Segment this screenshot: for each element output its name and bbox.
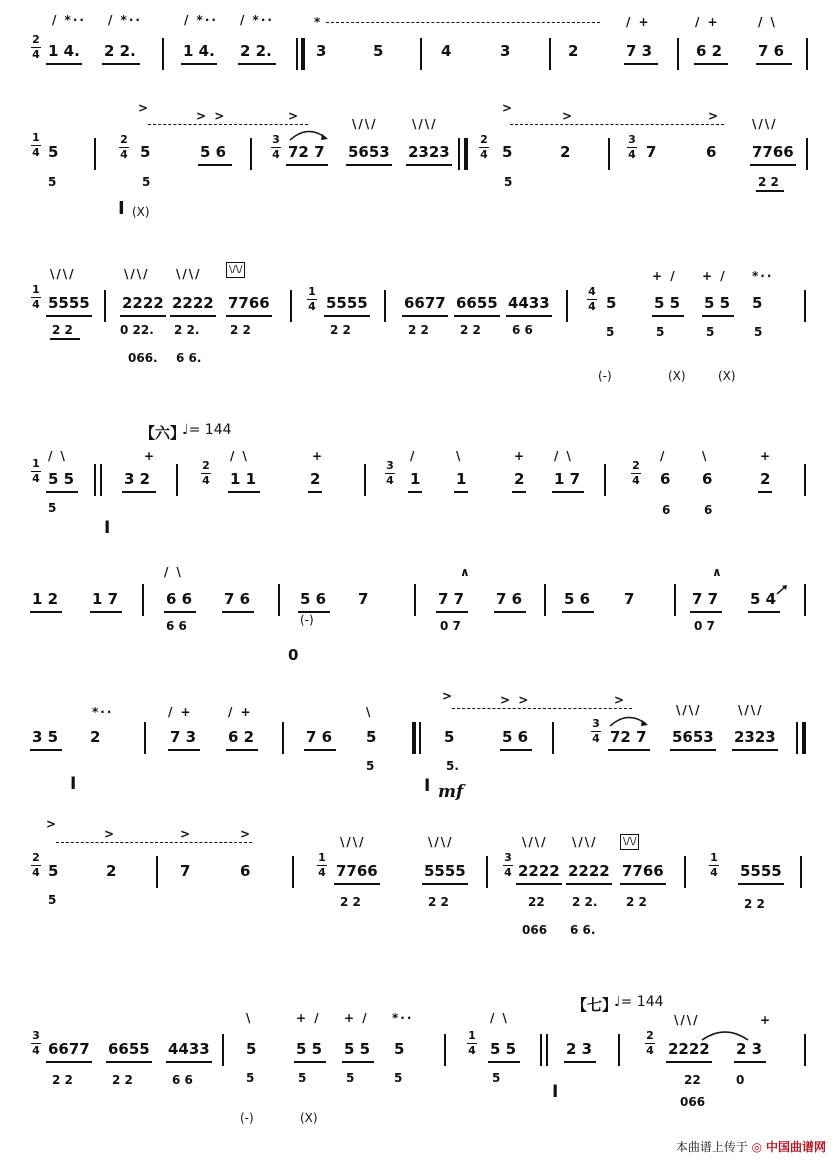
bass-note: 2 2. <box>572 895 598 909</box>
accent-mark: > > <box>196 109 227 123</box>
technique-mark: / \ <box>758 15 777 29</box>
technique-mark: + <box>760 1013 773 1027</box>
note: 1 1 <box>230 470 257 488</box>
time-signature: 1 4 <box>308 285 316 313</box>
note: 7 7 <box>692 590 719 608</box>
bass-note: 5 <box>606 325 615 339</box>
accent-mark: > <box>138 101 151 115</box>
bass-note: 066 <box>680 1095 706 1109</box>
note: 5 5 <box>344 1040 371 1058</box>
note: 5653 <box>348 143 390 161</box>
bass-note: 6 6 <box>166 619 187 633</box>
annotation: (-) <box>598 369 612 383</box>
note: 2 3 <box>566 1040 593 1058</box>
note: 7 <box>358 590 369 608</box>
note: 3 <box>316 42 327 60</box>
bass-note: 2 2 <box>330 323 351 337</box>
ornament-mark: \/\/ <box>340 835 366 849</box>
note: 2 <box>568 42 579 60</box>
note: 4433 <box>168 1040 210 1058</box>
bass-note: 5 <box>394 1071 403 1085</box>
note: 7 7 <box>438 590 465 608</box>
time-signature: 3 4 <box>32 1029 40 1057</box>
bass-note: 2 2 <box>460 323 481 337</box>
time-signature: 4 4 <box>588 285 596 313</box>
time-signature: 1 4 <box>32 457 40 485</box>
note: 5 <box>444 728 455 746</box>
accent-mark: > <box>288 109 301 123</box>
bass-note: 2 2 <box>758 175 779 189</box>
technique-mark: / *·· <box>52 13 86 27</box>
ornament-mark: \/\/ <box>752 117 778 131</box>
time-signature: 3 4 <box>504 851 512 879</box>
accent-mark: > <box>180 827 193 841</box>
note: 7766 <box>336 862 378 880</box>
tempo-marking: ♩= 144 <box>182 422 232 438</box>
note: 5 <box>373 42 384 60</box>
technique-mark: ∧ <box>712 565 724 579</box>
bass-note: 5 <box>504 175 513 189</box>
time-signature: 2 4 <box>202 459 210 487</box>
ornament-mark: \/\/ <box>738 703 764 717</box>
note: 2323 <box>734 728 776 746</box>
note: 4 <box>441 42 452 60</box>
bass-note: 5 <box>656 325 665 339</box>
note: 5 <box>48 143 59 161</box>
note: 6 2 <box>228 728 255 746</box>
accent-mark: > <box>614 693 627 707</box>
note-zero: 0 <box>288 646 299 664</box>
time-signature: 2 4 <box>32 851 40 879</box>
bass-note: 22 <box>684 1073 701 1087</box>
bass-note: 0 <box>736 1073 745 1087</box>
technique-mark: / \ <box>554 449 573 463</box>
technique-mark: / + <box>168 705 193 719</box>
annotation: (-) <box>240 1111 254 1125</box>
bass-note: 2 2 <box>52 323 73 337</box>
accent-mark: > <box>240 827 253 841</box>
accent-mark: > <box>708 109 721 123</box>
ornament-mark: \/\/ <box>428 835 454 849</box>
note: 5 6 <box>300 590 327 608</box>
ornament-mark: \/\/ <box>412 117 438 131</box>
accent-mark: > <box>46 817 59 831</box>
technique-mark: + / <box>296 1011 321 1025</box>
note: 7 6 <box>496 590 523 608</box>
ornament-mark: \/\/ <box>352 117 378 131</box>
dynamic-marking: mf <box>438 782 464 802</box>
note: 5 4 <box>750 590 777 608</box>
bass-note: 0 7 <box>440 619 461 633</box>
note: 2 2. <box>240 42 272 60</box>
bass-note: 6 <box>704 503 713 517</box>
technique-mark: / *·· <box>184 13 218 27</box>
note: 7766 <box>228 294 270 312</box>
time-signature: 2 4 <box>646 1029 654 1057</box>
note: 5555 <box>326 294 368 312</box>
bass-note: 6 6. <box>570 923 596 937</box>
technique-mark: / + <box>228 705 253 719</box>
time-signature: 1 4 <box>32 283 40 311</box>
note: 5 <box>502 143 513 161</box>
technique-mark: + / <box>652 269 677 283</box>
note: 2222 <box>518 862 560 880</box>
accent-mark: > > <box>500 693 531 707</box>
bass-note: 2 2 <box>744 897 765 911</box>
bass-note: 5 <box>366 759 375 773</box>
bass-note: 5 <box>754 325 763 339</box>
note: 2 <box>560 143 571 161</box>
bass-note: 5 <box>346 1071 355 1085</box>
note: 6655 <box>108 1040 150 1058</box>
note: 5 6 <box>564 590 591 608</box>
annotation-roman: I <box>552 1082 559 1102</box>
note: 5 <box>394 1040 405 1058</box>
note: 7 6 <box>758 42 785 60</box>
bass-note: 0 22. <box>120 323 154 337</box>
bass-note: 6 <box>662 503 671 517</box>
boxed-ornament: \/\/ <box>226 262 245 278</box>
technique-mark: + <box>514 449 527 463</box>
time-signature: 3 4 <box>592 717 600 745</box>
bass-note: 2 2 <box>626 895 647 909</box>
site-logo-icon: ◎ <box>751 1140 763 1154</box>
note: 6 <box>706 143 717 161</box>
bass-note: 5 <box>492 1071 501 1085</box>
note: 6677 <box>404 294 446 312</box>
technique-mark: / <box>660 449 667 463</box>
note: 7 6 <box>306 728 333 746</box>
note: 3 2 <box>124 470 151 488</box>
note: 5 <box>366 728 377 746</box>
note: 1 2 <box>32 590 59 608</box>
footer-site-name: 中国曲谱网 <box>765 1140 826 1154</box>
bass-note: 2 2 <box>230 323 251 337</box>
note: 2 <box>106 862 117 880</box>
note: 2 2. <box>104 42 136 60</box>
bass-note: 6 6. <box>176 351 202 365</box>
technique-mark: / + <box>695 15 720 29</box>
note: 5555 <box>48 294 90 312</box>
accent-mark: > <box>104 827 117 841</box>
time-signature: 3 4 <box>628 133 636 161</box>
note: 7 <box>180 862 191 880</box>
bass-note: 22 <box>528 895 545 909</box>
technique-mark: *·· <box>752 269 774 283</box>
note: 6 <box>702 470 713 488</box>
bass-note: 2 2 <box>52 1073 73 1087</box>
bass-note: 5 <box>246 1071 255 1085</box>
section-label: 【六】 <box>140 424 186 442</box>
bass-note: 6 6 <box>172 1073 193 1087</box>
technique-mark: / *·· <box>108 13 142 27</box>
note: 5 <box>246 1040 257 1058</box>
bass-note: 5 <box>48 893 57 907</box>
note: 1 <box>456 470 467 488</box>
bass-note: 6 6 <box>512 323 533 337</box>
technique-mark: / \ <box>490 1011 509 1025</box>
bass-note: 066. <box>128 351 158 365</box>
technique-mark: + <box>144 449 157 463</box>
note: 5555 <box>740 862 782 880</box>
note: 5 <box>606 294 617 312</box>
note: 5 <box>140 143 151 161</box>
ornament-mark: \/\/ <box>676 703 702 717</box>
technique-mark: / \ <box>48 449 67 463</box>
technique-mark: * <box>314 15 323 29</box>
annotation: (X) <box>668 369 686 383</box>
slide-arrow <box>776 584 788 596</box>
note: 6 2 <box>696 42 723 60</box>
note: 2222 <box>668 1040 710 1058</box>
bass-note: 2 2 <box>112 1073 133 1087</box>
note: 7 <box>624 590 635 608</box>
boxed-ornament: \/\/ <box>620 834 639 850</box>
slide-arrow <box>606 712 652 728</box>
time-signature: 2 4 <box>120 133 128 161</box>
note: 3 5 <box>32 728 59 746</box>
note: 5 5 <box>296 1040 323 1058</box>
time-signature: 2 4 <box>632 459 640 487</box>
annotation-roman: I <box>118 198 125 219</box>
note: 7 3 <box>170 728 197 746</box>
accent-mark: > <box>502 101 515 115</box>
note: 1 <box>410 470 421 488</box>
ornament-mark: \/\/ <box>522 835 548 849</box>
note: 6 6 <box>166 590 193 608</box>
annotation-roman: I <box>424 776 431 796</box>
note: 72 7 <box>288 143 325 161</box>
note: 2 <box>310 470 321 488</box>
technique-mark: / \ <box>164 565 183 579</box>
technique-mark: ∧ <box>460 565 472 579</box>
time-signature: 2 4 <box>480 133 488 161</box>
footer-watermark <box>676 1138 826 1155</box>
time-signature: 1 4 <box>468 1029 476 1057</box>
note: 5 5 <box>654 294 681 312</box>
technique-mark: \ <box>366 705 373 719</box>
note: 6 <box>660 470 671 488</box>
bass-note: 5 <box>48 501 57 515</box>
annotation: (X) <box>718 369 736 383</box>
bass-note: 5 <box>298 1071 307 1085</box>
technique-mark: + <box>312 449 325 463</box>
technique-mark: / <box>410 449 417 463</box>
technique-mark: \ <box>246 1011 253 1025</box>
note: 7 6 <box>224 590 251 608</box>
time-signature: 3 4 <box>272 133 280 161</box>
technique-mark: / *·· <box>240 13 274 27</box>
bass-note: 2 2 <box>408 323 429 337</box>
time-signature: 2 4 <box>32 33 40 61</box>
ornament-mark: \/\/ <box>176 267 202 281</box>
annotation-roman: I <box>70 774 77 794</box>
note: 1 7 <box>92 590 119 608</box>
note: 6 <box>240 862 251 880</box>
bass-note: 2 2 <box>428 895 449 909</box>
note: 5 5 <box>490 1040 517 1058</box>
note: 3 <box>500 42 511 60</box>
time-signature: 1 4 <box>32 131 40 159</box>
note: 2222 <box>568 862 610 880</box>
footer-uploaded-text: 本曲谱上传于 <box>675 1140 748 1154</box>
note: 2 <box>514 470 525 488</box>
note: 5 5 <box>48 470 75 488</box>
note: 5555 <box>424 862 466 880</box>
bass-note: 5 <box>48 175 57 189</box>
ornament-mark: \/\/ <box>572 835 598 849</box>
time-signature: 3 4 <box>386 459 394 487</box>
ornament-mark: \/\/ <box>124 267 150 281</box>
bass-note: 2 2. <box>174 323 200 337</box>
note: 2 <box>90 728 101 746</box>
note: 5 5 <box>704 294 731 312</box>
technique-mark: *·· <box>92 705 114 719</box>
note: 5 <box>752 294 763 312</box>
note: 7 <box>646 143 657 161</box>
note: 2 <box>760 470 771 488</box>
technique-mark: \ <box>456 449 463 463</box>
bass-note: 5 <box>706 325 715 339</box>
bass-note: 0 7 <box>694 619 715 633</box>
technique-mark: *·· <box>392 1011 414 1025</box>
ornament-mark: \/\/ <box>50 267 76 281</box>
annotation: (-) <box>300 613 314 627</box>
time-signature: 1 4 <box>710 851 718 879</box>
ornament-mark: \/\/ <box>674 1013 700 1027</box>
accent-mark: > <box>562 109 575 123</box>
bass-note: 5 <box>142 175 151 189</box>
note: 1 7 <box>554 470 581 488</box>
note: 7766 <box>622 862 664 880</box>
bass-note: 066 <box>522 923 548 937</box>
note: 72 7 <box>610 728 647 746</box>
note: 7766 <box>752 143 794 161</box>
note: 1 4. <box>48 42 80 60</box>
bass-note: 5. <box>446 759 459 773</box>
annotation: (X) <box>300 1111 318 1125</box>
slide-arrow <box>286 126 332 142</box>
note: 2222 <box>172 294 214 312</box>
note: 4433 <box>508 294 550 312</box>
bass-note: 2 2 <box>340 895 361 909</box>
technique-mark: + <box>760 449 773 463</box>
note: 1 4. <box>183 42 215 60</box>
technique-mark: / + <box>626 15 651 29</box>
note: 5 6 <box>502 728 529 746</box>
technique-mark: + / <box>702 269 727 283</box>
technique-mark: \ <box>702 449 709 463</box>
accent-mark: > <box>442 689 455 703</box>
technique-mark: + / <box>344 1011 369 1025</box>
note: 6677 <box>48 1040 90 1058</box>
annotation-roman: I <box>104 518 111 538</box>
tempo-marking: ♩= 144 <box>614 994 664 1010</box>
note: 6655 <box>456 294 498 312</box>
note: 5 <box>48 862 59 880</box>
annotation: (X) <box>132 205 150 219</box>
note: 5 6 <box>200 143 227 161</box>
time-signature: 1 4 <box>318 851 326 879</box>
note: 2222 <box>122 294 164 312</box>
note: 5653 <box>672 728 714 746</box>
note: 2323 <box>408 143 450 161</box>
section-label: 【七】 <box>572 996 618 1014</box>
note: 2 3 <box>736 1040 763 1058</box>
technique-mark: / \ <box>230 449 249 463</box>
note: 7 3 <box>626 42 653 60</box>
